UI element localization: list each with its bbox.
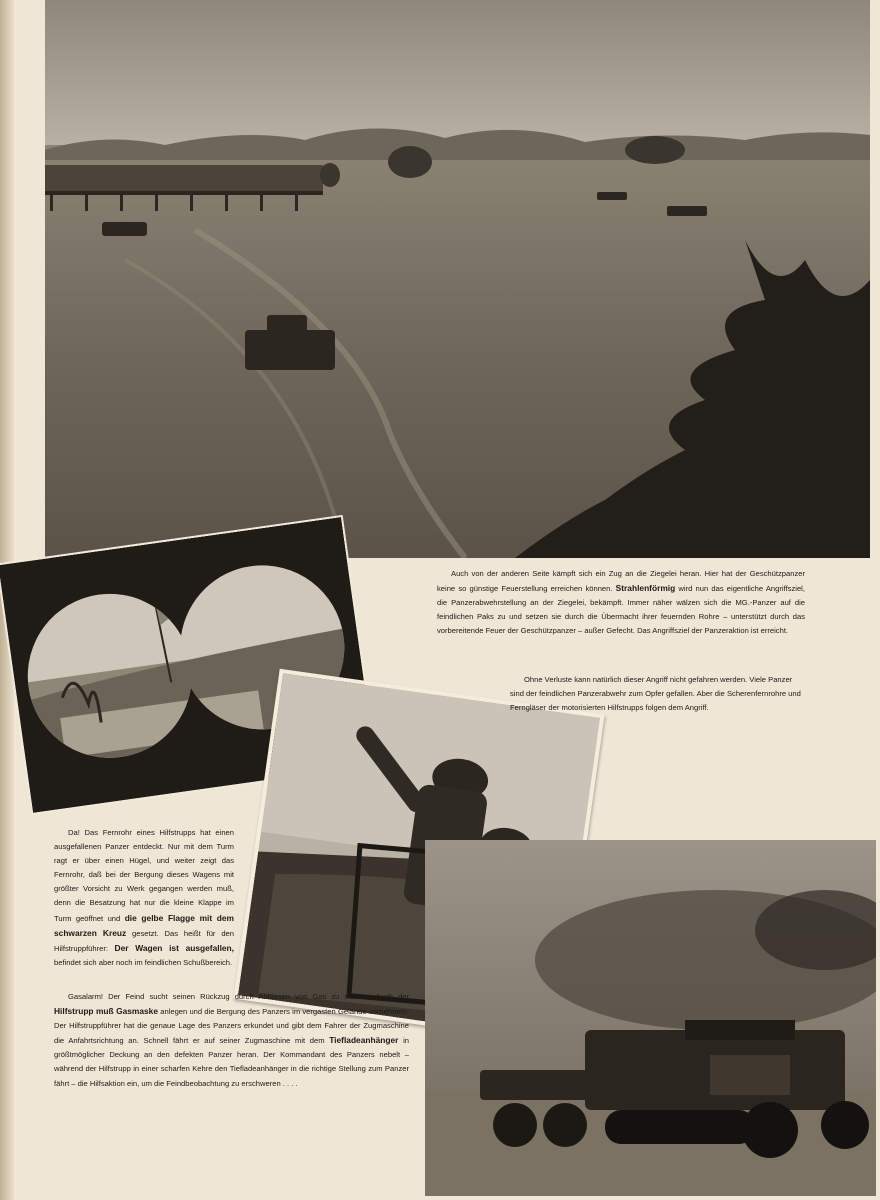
caption-bold-text: die gelbe Flagge mit dem schwarzen Kreuz [54,912,234,938]
caption-bold-text: Strahlenförmig [615,583,676,594]
caption-text: wird nun das eigentliche Angriffsziel, die Panzerabwehrstellung an der Ziegelei, bekämpft. Immer näher wälzen sich die MG.-Panzer auf die feindlichen Paks zu und setzen sie durch die Übermacht ihrer feuernden Rohre – unterstützt durch das vorbereitende Feuer der Geschützpanzer – außer Gefecht. Das Angriffsziel der Panzeraktion ist erreicht. [437,584,805,636]
caption-bold-text: Tiefladeanhänger [329,1035,399,1046]
tractor-trailer-photo [425,840,876,1196]
caption-right-paragraph-1 [437,567,805,638]
caption-left-paragraph-2 [54,990,409,1091]
caption-text: Gasalarm! Der Feind sucht seinen Rückzug durch Abblasen von Gas zu sichern. Auch der [68,992,409,1001]
caption-text: gesetzt. Das heißt für den Hilfstruppführer: [54,928,234,953]
caption-text: befindet sich aber noch im feindlichen Schußbereich. [54,957,233,967]
landscape-tanks-photo [45,0,870,558]
caption-right-paragraph-2 [510,673,805,715]
caption-bold-text: Hilfstrupp muß Gasmaske [54,1006,158,1017]
caption-bold-text: Der Wagen ist ausgefallen, [114,942,234,953]
caption-left-paragraph-1 [54,826,234,970]
caption-text: anlegen und die Bergung des Panzers im vergasten Gelände vornehmen. Der Hilfstruppführer hat die genaue Lage des Panzers erkundet und gibt dem Fahrer der Zugmaschine die Anfahrtsrichtung an. Schnell fährt er auf seiner Zugmaschine mit dem [54,1007,409,1046]
caption-text: Da! Das Fernrohr eines Hilfstrupps hat einen ausgefallenen Panzer entdeckt. Nur mit dem Turm ragt er über einen Hügel, und weiter zeigt das Fernrohr, daß bei der Bergung dieses Wagens mit größter Vorsicht zu Werk gegangen werden muß, denn die Besatzung hat nur die kleine Klappe im Turm geöffnet und [54,828,234,923]
caption-text: Auch von der anderen Seite kämpft sich ein Zug an die Ziegelei heran. Hier hat der Geschützpanzer keine so günstige Feuerstellung erreichen können. [437,569,805,594]
caption-text: in größtmöglicher Deckung an den defekten Panzer heran. Der Kommandant des Panzers nebelt – während der Hilfstrupp in einer scharfen Kehre den Tiefladeanhänger in die richtige Stellung zum Panzer fährt – die Hilfsaktion ein, um die Feindbeobachtung zu erschweren . . . . [54,1036,409,1088]
caption-text: Ohne Verluste kann natürlich dieser Angriff nicht gefahren werden. Viele Panzer sind der feindlichen Panzerabwehr zum Opfer gefallen. Aber die Scherenfernrohre und Ferngläser der motorisierten Hilfstrupps folgen dem Angriff. [510,675,801,713]
